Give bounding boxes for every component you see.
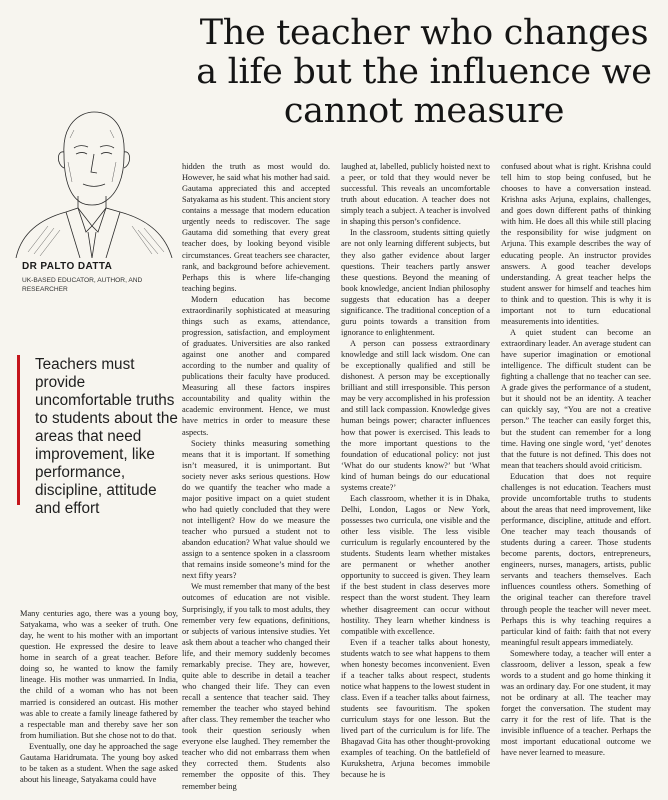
pull-quote-rule: [17, 355, 20, 505]
article-column-2: [182, 161, 330, 792]
author-title: UK-BASED EDUCATOR, AUTHOR, AND RESEARCHER: [22, 277, 143, 293]
pull-quote: Teachers must provide uncomfortable truths to students about the areas that need improvement, like performance, discipline, attitude and effort: [35, 356, 178, 517]
article-column-1: [20, 608, 178, 785]
paragraph: Many centuries ago, there was a young boy, Satyakama, who was a seeker of truth. One day, he went to his mother with an important question. He expressed the desire to leave home in search of a great teacher. Before doing so, he wanted to know the family lineage. His mother was unmarried. In India, the child of a woman who has not been married is considered an outcast. His mother was able to create a family lineage fathered by a respectable man and thereby save her son from humiliation. But she chose not to do that.: [20, 609, 178, 740]
paragraph: We must remember that many of the best outcomes of education are not visible. Surprisingly, if you talk to most adults, they remember very few equations, definitions, or subjects of various intensive studies. Yet ask them about a teacher who changed their life, and their memory suddenly becomes remarkably precise. They are, however, quite able to describe in detail a teacher who changed their life. They can even recall a sentence that teacher said. They remember the teacher who stayed behind after class. They remember the teacher who took their question seriously when everyone else laughed. They remember the teacher who did not embarrass them when they corrected them. Students also remember the opposite of this. They remember being: [182, 582, 330, 791]
paragraph: laughed at, labelled, publicly hoisted next to a peer, or told that they would never be successful. This reveals an uncomfortable truth about education. A teacher does not simply teach a subject. A teacher is involved in shaping this person’s confidence.: [341, 162, 490, 227]
headline: The teacher who changes a life but the influence we cannot measure: [196, 13, 652, 131]
paragraph: Somewhere today, a teacher will enter a classroom, deliver a lesson, speak a few words to a student and go home thinking it was an ordinary day. For one student, it may not be ordinary at all. The teacher may forget the conversation. The student may carry it for the rest of life. That is the invisible influence of a teacher. Perhaps the most important educational outcome we have never learned to measure.: [501, 648, 651, 758]
author-name: DR PALTO DATTA: [22, 261, 113, 272]
paragraph: Eventually, one day he approached the sage Gautama Haridrumata. The young boy asked to be taken as a student. When the sage asked about his lineage, Satyakama could have: [20, 741, 178, 784]
paragraph: A person can possess extraordinary knowledge and still lack wisdom. One can be exceptionally qualified and still be dishonest. A person may be exceptionally brilliant and still irresponsible. This person may be very accomplished in his profession and still lack compassion. Knowledge gives human beings power; character influences how that power is exercised. This leads to the more important questions to the foundation of educational policy: not just ‘What do our students know?’ but ‘What kind of human beings do our educational systems create?’: [341, 339, 490, 492]
paragraph: A quiet student can become an extraordinary leader. An average student can have superior imagination or emotional intelligence. The difficult student can be fighting a challenge that no teacher can see. A grade gives the performance of a student, but it should not be an identity. A teacher can quickly say, “You are not a creative person.” The teacher can easily forget this, but the student can remember for a long time. Having one single word, ‘yet’ denotes that the future is not defined. This does not mean that teachers should avoid criticism.: [501, 327, 651, 470]
paragraph: Each classroom, whether it is in Dhaka, Delhi, London, Lagos or New York, possesses two curricula, one visible and the other less visible. The less visible curriculum is regularly encountered by the students. Students learn whether mistakes are permanent or whether another opportunity to succeed is given. They learn if the best student in class deserves more respect than the worst student. They learn whether disagreement can occur without hostility. They learn whether kindness is compatible with excellence.: [341, 493, 490, 636]
paragraph: Modern education has become extraordinarily sophisticated at measuring things such as exams, attendance, progression, satisfaction, and employment of graduates. Universities are also ranked against one another and compared according to the number and quality of publications their faculty have produced. Measuring all these factors inspires accountability and quality within the academic environment. Hence, we must have metrics in order to measure these aspects.: [182, 294, 330, 437]
article-column-4: [501, 161, 651, 758]
paragraph: Society thinks measuring something means that it is important. If something isn’t measured, it is unimportant. But society never asks serious questions. How do we quantify the teacher who made a major positive impact on a quiet student who had quietly concluded that they were not intelligent? How do we measure the teacher who pursued a student not to abandon education? What value should we assign to a sentence spoken in a classroom that remains inside someone’s mind for the next fifty years?: [182, 438, 330, 581]
article-column-3: [341, 161, 490, 781]
paragraph: In the classroom, students sitting quietly are not only learning different subjects, but they also gather evidence about larger questions. Their teachers partly answer these questions. Beyond the meaning of book knowledge, ancient Indian philosophy suggests that education has a deeper significance. The traditional conception of a guru points towards a transition from ignorance to enlightenment.: [341, 228, 490, 337]
paragraph: Even if a teacher talks about honesty, students watch to see what happens to them when honesty becomes inconvenient. Even if a teacher talks about respect, students notice what happens to the lowest student in class. Even if a teacher talks about fairness, students see favouritism. The spoken curriculum stays for one lesson. But the lived part of the curriculum is for life. The Bhagavad Gita has other thought-provoking examples of teaching. On the battlefield of Kurukshetra, Arjuna becomes immobile because he is: [341, 637, 490, 780]
author-portrait: [8, 102, 178, 258]
paragraph: hidden the truth as most would do. However, he said what his mother had said. Gautama appreciated this and accepted Satyakama as his student. This ancient story contains a message that modern education urgently needs to rediscover. The sage Gautama did something that every great teacher does, by looking beyond visible circumstances. Great teachers see character, rank, and background before achievement. Perhaps this is where life-changing teaching begins.: [182, 162, 331, 293]
paragraph: confused about what is right. Krishna could tell him to stop being confused, but he chooses to have a conversation instead. Krishna asks Arjuna, explains, challenges, and goes down different paths of thinking with him. He does all this while still placing the responsibility for wise judgment on Arjuna. This example describes the way of educating people. An instructor provides answers. A good teacher develops understanding. A great teacher helps the student answer for himself and teaches him to think and to question. This is why it is important not to turn educational measurements into identities.: [501, 162, 651, 326]
paragraph: Education that does not require challenges is not education. Teachers must provide uncomfortable truths to students about the areas that need improvement, like performance, discipline, attitude and effort. One teacher may teach thousands of students during a career. Those students become parents, doctors, entrepreneurs, engineers, nurses, managers, artists, public servants and teachers themselves. Each influences countless others. Something of the original teacher can therefore travel through people the teacher will never meet. Perhaps this is why teaching requires a particular kind of faith: faith that not every meaningful result appears immediately.: [501, 471, 651, 647]
